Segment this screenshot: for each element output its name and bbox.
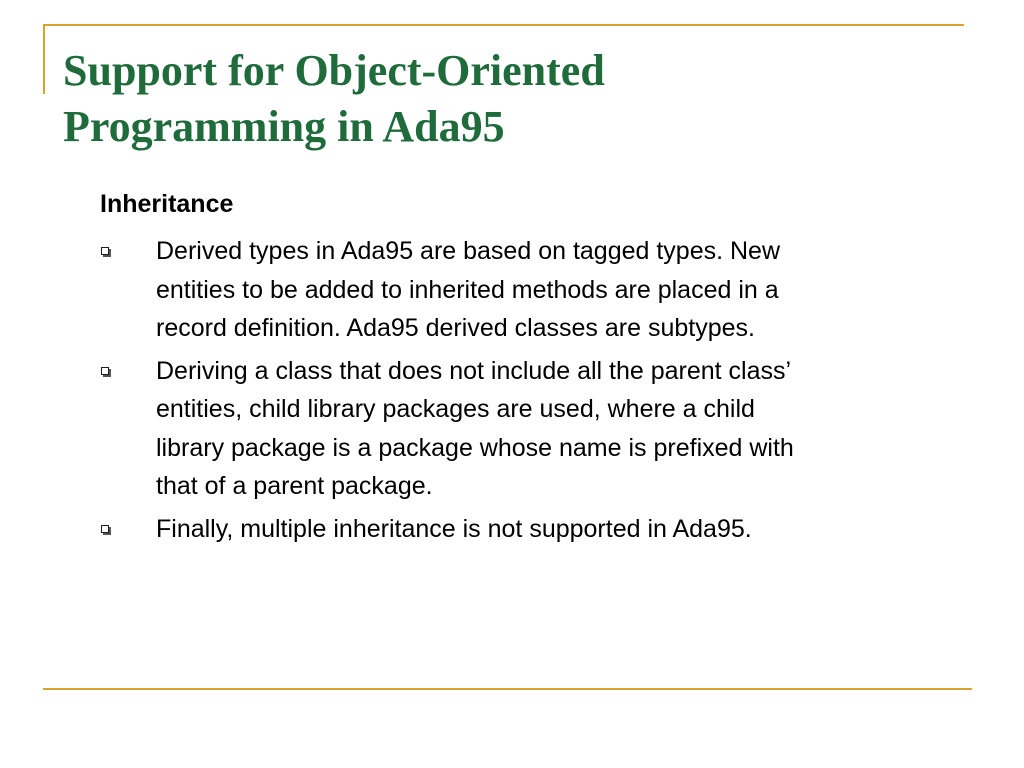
bullet-line: Derived types in Ada95 are based on tagged types. New bbox=[156, 237, 781, 265]
left-accent-rule bbox=[43, 24, 45, 94]
bullet-line: entities, child library packages are used, where a child bbox=[156, 395, 755, 423]
bullet-item bbox=[100, 232, 970, 348]
bullet-line: that of a parent package. bbox=[156, 472, 433, 500]
bullet-line: Deriving a class that does not include all the parent class’ bbox=[156, 356, 792, 385]
square-bullet-icon bbox=[101, 367, 109, 375]
section-heading: Inheritance bbox=[100, 190, 234, 218]
bullet-line: Finally, multiple inheritance is not supported in Ada95. bbox=[156, 514, 752, 543]
bullet-line: entities to be added to inherited methods are placed in a bbox=[156, 275, 779, 304]
bullet-text bbox=[156, 352, 970, 506]
bullet-line: record definition. Ada95 derived classes are subtypes. bbox=[156, 314, 755, 342]
square-bullet-icon bbox=[101, 247, 109, 255]
bullet-text bbox=[156, 232, 970, 348]
slide-title-line: Support for Object-Oriented bbox=[63, 46, 605, 95]
square-bullet-icon bbox=[101, 525, 109, 533]
bullet-item bbox=[100, 352, 970, 506]
bullet-item bbox=[100, 510, 970, 549]
bullet-line: library package is a package whose name is prefixed with bbox=[156, 433, 794, 462]
bottom-accent-rule bbox=[43, 688, 972, 690]
bullet-text bbox=[156, 510, 970, 549]
top-accent-rule bbox=[43, 24, 964, 26]
bullet-list bbox=[100, 232, 970, 552]
slide-title bbox=[63, 43, 963, 155]
slide-title-line: Programming in Ada95 bbox=[63, 102, 505, 151]
